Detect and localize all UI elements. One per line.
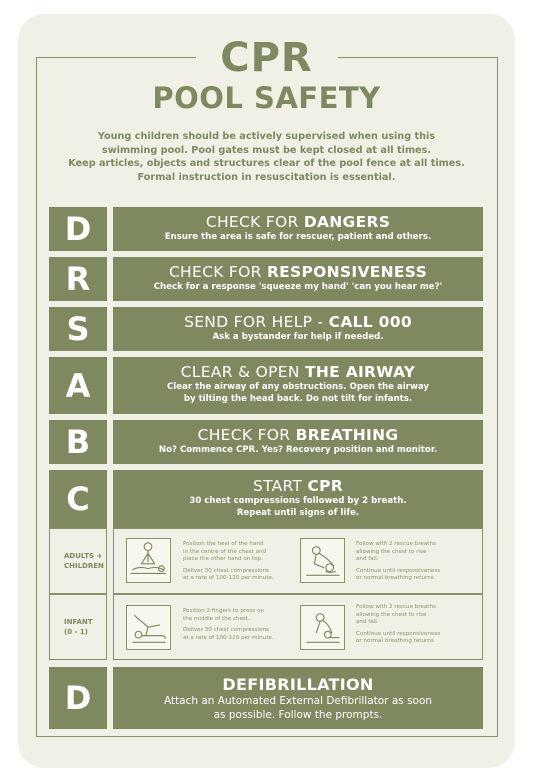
step-description: Check for a response 'squeeze my hand' 'can you hear me?' — [153, 282, 443, 292]
intro-line: Formal instruction in resuscitation is essential. — [137, 171, 396, 183]
step-responsiveness — [113, 257, 483, 301]
step-heading: CHECK FOR RESPONSIVENESS — [168, 263, 428, 281]
adult-chest-compression-icon — [126, 538, 171, 583]
step-letter-c: C — [49, 470, 107, 528]
step-description: Ask a bystander for help if needed. — [212, 332, 384, 342]
adults-children-label: ADULTS + CHILDREN — [49, 528, 107, 594]
step-heading: CHECK FOR DANGERS — [205, 213, 391, 231]
step-letter-r: R — [49, 257, 107, 301]
step-letter-b: B — [49, 420, 107, 464]
step-heading: START CPR — [252, 477, 344, 495]
infant-label: INFANT (0 - 1) — [49, 594, 107, 660]
intro-text — [60, 130, 473, 184]
infant-chest-compression-icon — [126, 605, 171, 650]
infant-rescue-breath-icon — [300, 605, 345, 650]
step-description: Clear the airway of any obstructions. Open the airway by tilting the head back. Do not tilt for infants. — [166, 382, 430, 404]
step-description: No? Commence CPR. Yes? Recovery position and monitor. — [158, 445, 438, 455]
step-send-for-help — [113, 307, 483, 351]
step-letter-a: A — [49, 357, 107, 414]
intro-line: swimming pool. Pool gates must be kept closed at all times. — [101, 144, 432, 156]
step-description: 30 chest compressions followed by 2 breath. Repeat until signs of life. — [189, 496, 407, 518]
intro-line: Keep articles, objects and structures clear of the pool fence at all times. — [68, 158, 465, 170]
adult-compression-instructions: Position the heel of the hand in the centre of the chest and place the other hand on top. Deliver 30 chest compressions at a rate of 100-120 per minute. — [183, 541, 274, 582]
step-dangers — [113, 207, 483, 251]
step-letter-d-defib: D — [49, 667, 107, 729]
step-heading: DEFIBRILLATION — [222, 675, 374, 694]
step-start-cpr — [113, 470, 483, 528]
infant-compression-instructions: Position 2 fingers to press on the middle of the chest. Deliver 30 chest compressions at a rate of 100-120 per minute. — [183, 608, 274, 641]
step-breathing — [113, 420, 483, 464]
adult-breath-instructions: Follow with 2 rescue breaths allowing the chest to rise and fall. Continue until responsiveness or normal breathing returns. — [356, 541, 441, 582]
infant-panel — [113, 594, 483, 660]
step-description: Attach an Automated External Defibrillator as soon as possible. Follow the prompts. — [163, 695, 433, 721]
step-heading: CHECK FOR BREATHING — [197, 426, 399, 444]
step-heading: CLEAR & OPEN THE AIRWAY — [180, 363, 416, 381]
sign-subtitle: POOL SAFETY — [152, 81, 381, 115]
adults-children-panel — [113, 528, 483, 594]
step-airway — [113, 357, 483, 414]
step-defibrillation — [113, 667, 483, 729]
step-description: Ensure the area is safe for rescuer, patient and others. — [164, 232, 432, 242]
adult-rescue-breath-icon — [300, 538, 345, 583]
sign-title: CPR — [220, 35, 313, 81]
step-heading: SEND FOR HELP - CALL 000 — [184, 313, 412, 331]
step-letter-s: S — [49, 307, 107, 351]
infant-breath-instructions: Follow with 2 rescue breaths allowing the chest to rise and fall. Continue until responsiveness or normal breathing returns. — [356, 604, 441, 645]
intro-line: Young children should be actively supervised when using this — [97, 131, 436, 142]
step-letter-d: D — [49, 207, 107, 251]
